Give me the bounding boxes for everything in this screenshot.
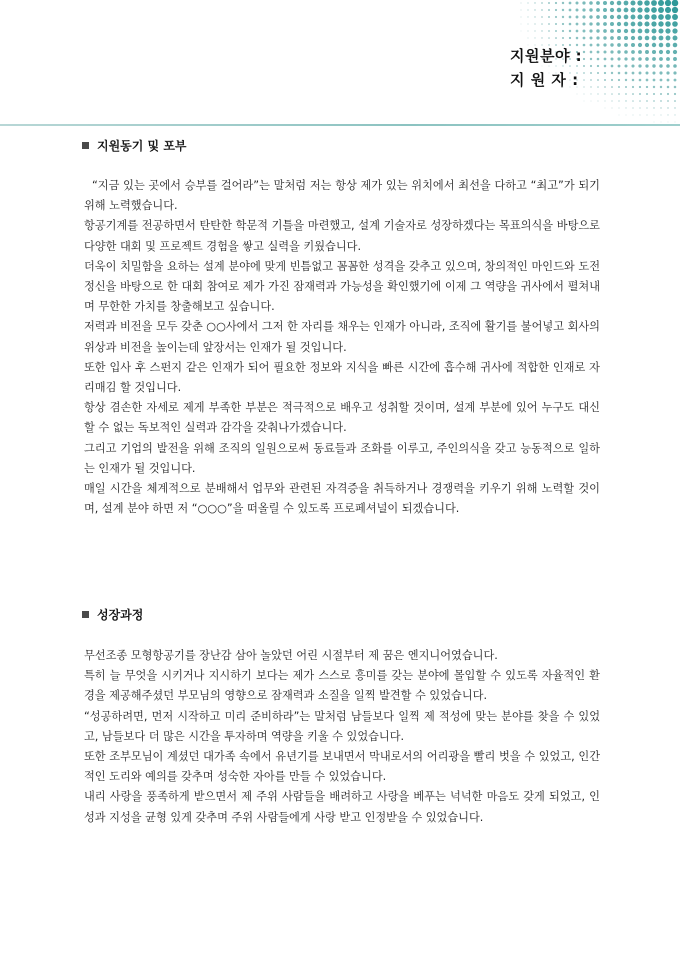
paragraph: 그리고 기업의 발전을 위해 조직의 일원으로써 동료들과 조화를 이루고, 주인의식을 갖고 능동적으로 일하는 인재가 될 것입니다. [84, 441, 600, 475]
paragraph: 매일 시간을 체계적으로 분배해서 업무와 관련된 자격증을 취득하거나 경쟁력을 키우기 위해 노력할 것이며, 설계 분야 하면 저 “○○○”을 떠올릴 수 있도록 프로페셔널이 되겠습니다. [84, 482, 600, 516]
square-bullet-icon [82, 611, 89, 618]
motivation-body [84, 176, 600, 519]
paragraph: 더욱이 치밀함을 요하는 설계 분야에 맞게 빈틈없고 꼼꼼한 성격을 갖추고 있으며, 창의적인 마인드와 도전정신을 바탕으로 한 대회 참여로 제가 가진 잠재력과 가능성을 확인했기에 이제 그 역량을 귀사에서 펼쳐내며 무한한 가치를 창출해보고 싶습니다. [84, 259, 600, 314]
paragraph: 또한 입사 후 스펀지 같은 인재가 되어 필요한 정보와 지식을 빠른 시간에 흡수해 귀사에 적합한 인재로 자리매김 할 것입니다. [84, 360, 600, 395]
paragraph: 항공기계를 전공하면서 탄탄한 학문적 기틀을 마련했고, 설계 기술자로 성장하겠다는 목표의식을 바탕으로 다양한 대회 및 프로젝트 경험을 쌓고 실력을 키웠습니다. [84, 219, 600, 253]
application-field-label: 지원분야 : [510, 47, 583, 65]
section-title: 성장과정 [97, 608, 144, 622]
section-heading-growth [82, 606, 143, 623]
paragraph: 특히 늘 무엇을 시키거나 지시하기 보다는 제가 스스로 흥미를 갖는 분야에 몰입할 수 있도록 자율적인 환경을 제공해주셨던 부모님의 영향으로 잠재력과 소질을 일찍 발견할 수 있었습니다. [84, 669, 600, 703]
paragraph: “지금 있는 곳에서 승부를 걸어라”는 말처럼 저는 항상 제가 있는 위치에서 최선을 다하고 “최고”가 되기 위해 노력했습니다. [84, 179, 600, 213]
page-header [0, 0, 680, 130]
applicant-name-label: 지 원 자 : [510, 71, 579, 89]
paragraph: 또한 조부모님이 계셨던 대가족 속에서 유년기를 보내면서 막내로서의 어리광을 빨리 벗을 수 있었고, 인간적인 도리와 예의를 갖추며 성숙한 자아를 만들 수 있었습니다. [84, 750, 600, 784]
paragraph: “성공하려면, 먼저 시작하고 미리 준비하라”는 말처럼 남들보다 일찍 제 적성에 맞는 분야를 찾을 수 있었고, 남들보다 더 많은 시간을 투자하며 역량을 키울 수 있었습니다. [84, 709, 600, 743]
square-bullet-icon [82, 142, 89, 149]
applicant-info [510, 44, 582, 92]
growth-body [84, 646, 600, 828]
paragraph: 내리 사랑을 풍족하게 받으면서 제 주위 사람들을 배려하고 사랑을 베푸는 넉넉한 마음도 갖게 되었고, 인성과 지성을 균형 있게 갖추며 주위 사람들에게 사랑 받고 인정받을 수 있었습니다. [84, 790, 600, 824]
header-divider [0, 124, 680, 126]
paragraph: 무선조종 모형항공기를 장난감 삼아 놀았던 어린 시절부터 제 꿈은 엔지니어였습니다. [84, 649, 498, 662]
section-heading-motivation [82, 137, 187, 154]
section-title: 지원동기 및 포부 [97, 139, 187, 153]
paragraph: 저력과 비전을 모두 갖춘 ○○사에서 그저 한 자리를 채우는 인재가 아니라, 조직에 활기를 불어넣고 회사의 위상과 비전을 높이는데 앞장서는 인재가 될 것입니다. [84, 320, 600, 354]
paragraph: 항상 겸손한 자세로 제게 부족한 부분은 적극적으로 배우고 성취할 것이며, 설계 부분에 있어 누구도 대신할 수 없는 독보적인 실력과 감각을 갖춰나가겠습니다. [84, 401, 600, 435]
